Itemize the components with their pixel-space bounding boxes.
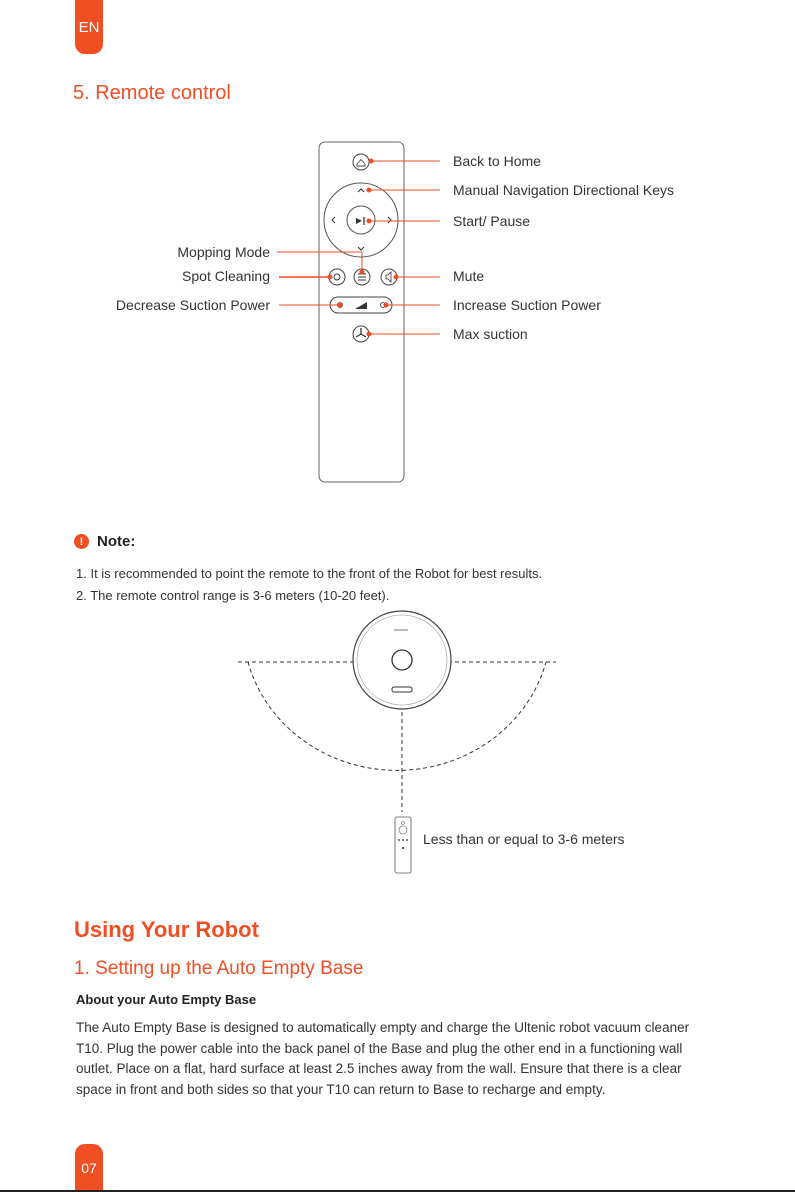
- play-pause-icon: ▶‖: [355, 216, 367, 225]
- label-decrease-suction: Decrease Suction Power: [115, 297, 270, 313]
- page-number: 07: [81, 1160, 97, 1176]
- note-item-1: 1. It is recommended to point the remote to the front of the Robot for best results.: [76, 566, 543, 581]
- robot-inner-ring: [357, 615, 447, 705]
- subsection-title: 1. Setting up the Auto Empty Base: [74, 958, 364, 979]
- robot-button: [392, 650, 412, 670]
- label-back-home: Back to Home: [453, 153, 541, 169]
- small-remote: [395, 817, 411, 873]
- section-title-remote: 5. Remote control: [73, 82, 231, 104]
- note-header: [74, 533, 135, 550]
- robot-body: [353, 611, 451, 709]
- label-mopping-mode: Mopping Mode: [177, 244, 270, 260]
- section-title-using: Using Your Robot: [74, 917, 259, 942]
- label-mute: Mute: [453, 268, 485, 284]
- setup-paragraph: The Auto Empty Base is designed to automatically empty and charge the Ultenic robot vacuum cleaner T10. Plug the power cable into the back panel of the Base and plug the other end in a functioning wall outlet. Place on a flat, hard surface at least 2.5 inches away from the wall. Ensure that there is a clear space in front and both sides so that your T10 can return to Base to recharge and empty.: [76, 1020, 690, 1097]
- label-manual-nav: Manual Navigation Directional Keys: [453, 182, 674, 198]
- label-max-suction: Max suction: [453, 326, 528, 342]
- label-spot-cleaning: Spot Cleaning: [182, 268, 270, 284]
- exclamation-icon: !: [74, 534, 89, 549]
- language-tab-label: EN: [78, 18, 100, 36]
- note-title: Note:: [97, 533, 136, 550]
- note-item-2: 2. The remote control range is 3-6 meters (10-20 feet).: [76, 588, 390, 603]
- robot-bumper: [392, 687, 412, 692]
- label-start-pause: Start/ Pause: [453, 213, 531, 229]
- label-increase-suction: Increase Suction Power: [453, 297, 601, 313]
- home-button-graphic: [353, 154, 369, 170]
- page-number-tab: [75, 1144, 103, 1192]
- range-arc: [248, 662, 546, 770]
- range-label: Less than or equal to 3-6 meters: [423, 831, 625, 847]
- robot-logo-mark: [394, 629, 408, 631]
- about-heading: About your Auto Empty Base: [76, 992, 257, 1007]
- remote-diagram: [0, 0, 795, 520]
